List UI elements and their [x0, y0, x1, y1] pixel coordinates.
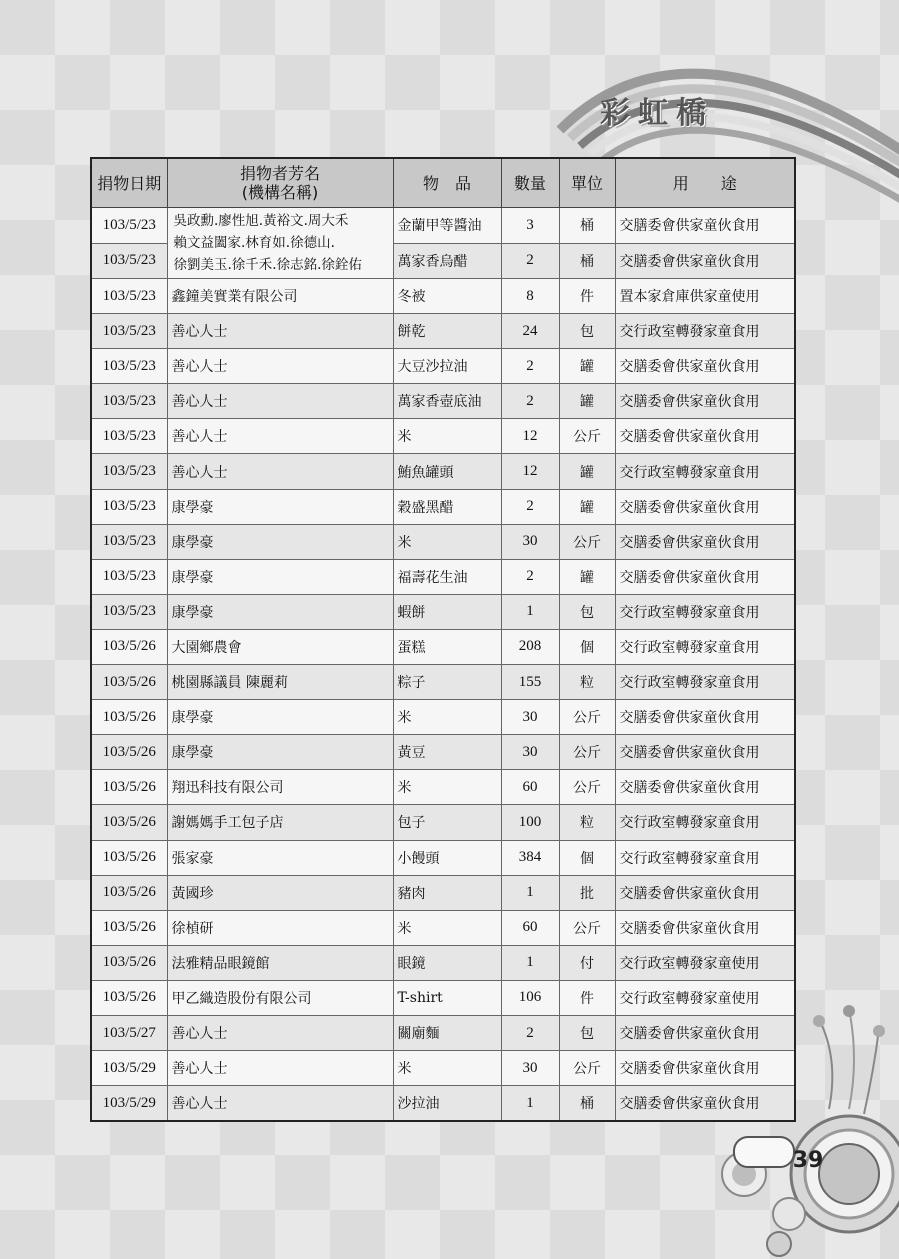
cell-unit: 桶	[559, 1086, 615, 1122]
cell-qty: 106	[501, 980, 559, 1015]
col-header-date: 捐物日期	[91, 158, 167, 208]
cell-donor: 善心人士	[167, 419, 393, 454]
cell-item: 鮪魚罐頭	[393, 454, 501, 489]
table-row	[91, 735, 795, 770]
cell-use: 交膳委會供家童伙食用	[615, 489, 795, 524]
cell-use: 交膳委會供家童伙食用	[615, 419, 795, 454]
cell-donor: 康學豪	[167, 594, 393, 629]
table-row	[91, 1051, 795, 1086]
cell-donor: 善心人士	[167, 1015, 393, 1050]
cell-item: 小饅頭	[393, 840, 501, 875]
cell-unit: 件	[559, 279, 615, 314]
cell-date: 103/5/26	[91, 665, 167, 700]
cell-donor: 張家豪	[167, 840, 393, 875]
cell-qty: 12	[501, 419, 559, 454]
cell-donor: 法雅精品眼鏡館	[167, 945, 393, 980]
cell-qty: 30	[501, 1051, 559, 1086]
table-row	[91, 454, 795, 489]
table-row	[91, 665, 795, 700]
cell-date: 103/5/29	[91, 1086, 167, 1122]
cell-donor: 甲乙織造股份有限公司	[167, 980, 393, 1015]
table-row	[91, 594, 795, 629]
cell-use: 交膳委會供家童伙食用	[615, 208, 795, 244]
cell-unit: 粒	[559, 665, 615, 700]
cell-date: 103/5/23	[91, 524, 167, 559]
cell-qty: 60	[501, 770, 559, 805]
cell-use: 交膳委會供家童伙食用	[615, 524, 795, 559]
table-body	[91, 208, 795, 1122]
cell-use: 置本家倉庫供家童使用	[615, 279, 795, 314]
cell-donor: 黃國珍	[167, 875, 393, 910]
table-row	[91, 1086, 795, 1122]
cell-use: 交行政室轉發家童食用	[615, 840, 795, 875]
table-row	[91, 840, 795, 875]
cell-unit: 批	[559, 875, 615, 910]
cell-item: 米	[393, 770, 501, 805]
table-row	[91, 945, 795, 980]
cell-donor: 鑫鐘美實業有限公司	[167, 279, 393, 314]
cell-use: 交行政室轉發家童食用	[615, 314, 795, 349]
cell-qty: 1	[501, 945, 559, 980]
cell-item: 米	[393, 524, 501, 559]
cell-donor: 翔迅科技有限公司	[167, 770, 393, 805]
table-row	[91, 349, 795, 384]
cell-unit: 公斤	[559, 524, 615, 559]
cell-donor: 吳政勳.廖性旭.黃裕文.周大禾 賴文益闔家.林育如.徐德山. 徐劉美玉.徐千禾.徐志銘.徐銓佑	[167, 208, 393, 279]
table-row	[91, 279, 795, 314]
cell-donor: 善心人士	[167, 384, 393, 419]
cell-qty: 30	[501, 700, 559, 735]
cell-use: 交膳委會供家童伙食用	[615, 1086, 795, 1122]
flower-circles-decoration	[699, 999, 899, 1259]
cell-qty: 24	[501, 314, 559, 349]
cell-use: 交膳委會供家童伙食用	[615, 559, 795, 594]
table-row	[91, 629, 795, 664]
cell-qty: 208	[501, 629, 559, 664]
cell-unit: 公斤	[559, 700, 615, 735]
cell-item: 關廟麵	[393, 1015, 501, 1050]
cell-donor: 謝媽媽手工包子店	[167, 805, 393, 840]
col-header-donor: 捐物者芳名 (機構名稱)	[167, 158, 393, 208]
table-header-row	[91, 158, 795, 208]
cell-unit: 公斤	[559, 1051, 615, 1086]
cell-qty: 8	[501, 279, 559, 314]
cell-date: 103/5/23	[91, 279, 167, 314]
cell-use: 交行政室轉發家童食用	[615, 594, 795, 629]
cell-donor: 善心人士	[167, 349, 393, 384]
cell-date: 103/5/23	[91, 208, 167, 244]
table-row	[91, 770, 795, 805]
cell-use: 交膳委會供家童伙食用	[615, 700, 795, 735]
cell-item: 米	[393, 419, 501, 454]
cell-unit: 包	[559, 314, 615, 349]
cell-unit: 罐	[559, 489, 615, 524]
cell-qty: 2	[501, 384, 559, 419]
cell-unit: 公斤	[559, 910, 615, 945]
cell-item: 金蘭甲等醬油	[393, 208, 501, 244]
cell-use: 交行政室轉發家童使用	[615, 980, 795, 1015]
cell-date: 103/5/23	[91, 314, 167, 349]
cell-donor: 桃園縣議員 陳麗莉	[167, 665, 393, 700]
table-row	[91, 314, 795, 349]
cell-qty: 12	[501, 454, 559, 489]
cell-date: 103/5/23	[91, 454, 167, 489]
cell-item: 粽子	[393, 665, 501, 700]
cell-unit: 件	[559, 980, 615, 1015]
cell-donor: 善心人士	[167, 1051, 393, 1086]
cell-donor: 善心人士	[167, 454, 393, 489]
table-row	[91, 805, 795, 840]
table-row	[91, 524, 795, 559]
cell-use: 交膳委會供家童伙食用	[615, 243, 795, 279]
table-row	[91, 559, 795, 594]
cell-use: 交膳委會供家童伙食用	[615, 1051, 795, 1086]
cell-item: 眼鏡	[393, 945, 501, 980]
cell-item: 米	[393, 910, 501, 945]
col-header-unit: 單位	[559, 158, 615, 208]
cell-donor: 康學豪	[167, 524, 393, 559]
cell-donor: 康學豪	[167, 489, 393, 524]
cell-date: 103/5/26	[91, 910, 167, 945]
cell-item: 沙拉油	[393, 1086, 501, 1122]
table-row	[91, 875, 795, 910]
col-header-item: 物 品	[393, 158, 501, 208]
cell-item: 蛋糕	[393, 629, 501, 664]
cell-qty: 384	[501, 840, 559, 875]
cell-date: 103/5/26	[91, 875, 167, 910]
cell-date: 103/5/26	[91, 945, 167, 980]
cell-item: 大豆沙拉油	[393, 349, 501, 384]
cell-use: 交行政室轉發家童食用	[615, 665, 795, 700]
cell-unit: 粒	[559, 805, 615, 840]
cell-qty: 155	[501, 665, 559, 700]
cell-item: T-shirt	[393, 980, 501, 1015]
cell-date: 103/5/26	[91, 840, 167, 875]
col-header-use: 用 途	[615, 158, 795, 208]
cell-date: 103/5/23	[91, 384, 167, 419]
cell-unit: 包	[559, 594, 615, 629]
cell-qty: 1	[501, 875, 559, 910]
cell-date: 103/5/26	[91, 629, 167, 664]
cell-unit: 公斤	[559, 735, 615, 770]
cell-date: 103/5/26	[91, 770, 167, 805]
col-header-qty: 數量	[501, 158, 559, 208]
cell-unit: 桶	[559, 208, 615, 244]
cell-unit: 罐	[559, 349, 615, 384]
cell-item: 黃豆	[393, 735, 501, 770]
cell-date: 103/5/23	[91, 419, 167, 454]
cell-date: 103/5/23	[91, 559, 167, 594]
table-row	[91, 1015, 795, 1050]
cell-date: 103/5/26	[91, 735, 167, 770]
cell-donor: 善心人士	[167, 1086, 393, 1122]
cell-unit: 包	[559, 1015, 615, 1050]
cell-qty: 2	[501, 1015, 559, 1050]
cell-use: 交膳委會供家童伙食用	[615, 770, 795, 805]
cell-item: 餅乾	[393, 314, 501, 349]
cell-item: 包子	[393, 805, 501, 840]
cell-item: 米	[393, 1051, 501, 1086]
cell-donor: 康學豪	[167, 559, 393, 594]
cell-qty: 2	[501, 559, 559, 594]
cell-qty: 2	[501, 243, 559, 279]
cell-donor: 善心人士	[167, 314, 393, 349]
cell-date: 103/5/23	[91, 349, 167, 384]
cell-date: 103/5/27	[91, 1015, 167, 1050]
cell-use: 交膳委會供家童伙食用	[615, 875, 795, 910]
cell-item: 萬家香壺底油	[393, 384, 501, 419]
cell-unit: 桶	[559, 243, 615, 279]
cell-date: 103/5/29	[91, 1051, 167, 1086]
cell-donor: 康學豪	[167, 735, 393, 770]
cell-item: 萬家香烏醋	[393, 243, 501, 279]
cell-donor: 徐楨研	[167, 910, 393, 945]
table-row	[91, 208, 795, 244]
cell-unit: 公斤	[559, 770, 615, 805]
cell-use: 交膳委會供家童伙食用	[615, 910, 795, 945]
cell-qty: 1	[501, 1086, 559, 1122]
cell-item: 冬被	[393, 279, 501, 314]
table-row	[91, 910, 795, 945]
table-row	[91, 419, 795, 454]
cell-unit: 罐	[559, 454, 615, 489]
table-row	[91, 384, 795, 419]
cell-date: 103/5/26	[91, 700, 167, 735]
cell-date: 103/5/23	[91, 594, 167, 629]
cell-unit: 罐	[559, 384, 615, 419]
cell-use: 交膳委會供家童伙食用	[615, 1015, 795, 1050]
cell-item: 福壽花生油	[393, 559, 501, 594]
header-title: 彩虹橋	[600, 96, 714, 131]
cell-use: 交膳委會供家童伙食用	[615, 735, 795, 770]
table-row	[91, 980, 795, 1015]
cell-qty: 100	[501, 805, 559, 840]
cell-item: 蝦餅	[393, 594, 501, 629]
cell-date: 103/5/23	[91, 489, 167, 524]
cell-donor: 康學豪	[167, 700, 393, 735]
cell-item: 豬肉	[393, 875, 501, 910]
cell-unit: 個	[559, 629, 615, 664]
cell-use: 交行政室轉發家童食用	[615, 454, 795, 489]
cell-unit: 罐	[559, 559, 615, 594]
table-row	[91, 700, 795, 735]
cell-qty: 2	[501, 489, 559, 524]
cell-qty: 30	[501, 524, 559, 559]
cell-qty: 3	[501, 208, 559, 244]
cell-qty: 60	[501, 910, 559, 945]
cell-use: 交膳委會供家童伙食用	[615, 384, 795, 419]
cell-date: 103/5/26	[91, 980, 167, 1015]
cell-date: 103/5/26	[91, 805, 167, 840]
page-number: 39	[792, 1148, 824, 1173]
cell-use: 交膳委會供家童伙食用	[615, 349, 795, 384]
table-row	[91, 489, 795, 524]
cell-item: 米	[393, 700, 501, 735]
cell-qty: 30	[501, 735, 559, 770]
cell-use: 交行政室轉發家童食用	[615, 805, 795, 840]
cell-unit: 付	[559, 945, 615, 980]
cell-qty: 1	[501, 594, 559, 629]
cell-date: 103/5/23	[91, 243, 167, 279]
cell-unit: 個	[559, 840, 615, 875]
cell-unit: 公斤	[559, 419, 615, 454]
donation-table	[90, 157, 796, 1122]
cell-item: 穀盛黑醋	[393, 489, 501, 524]
cell-donor: 大園鄉農會	[167, 629, 393, 664]
cell-use: 交行政室轉發家童使用	[615, 945, 795, 980]
cell-use: 交行政室轉發家童食用	[615, 629, 795, 664]
cell-qty: 2	[501, 349, 559, 384]
